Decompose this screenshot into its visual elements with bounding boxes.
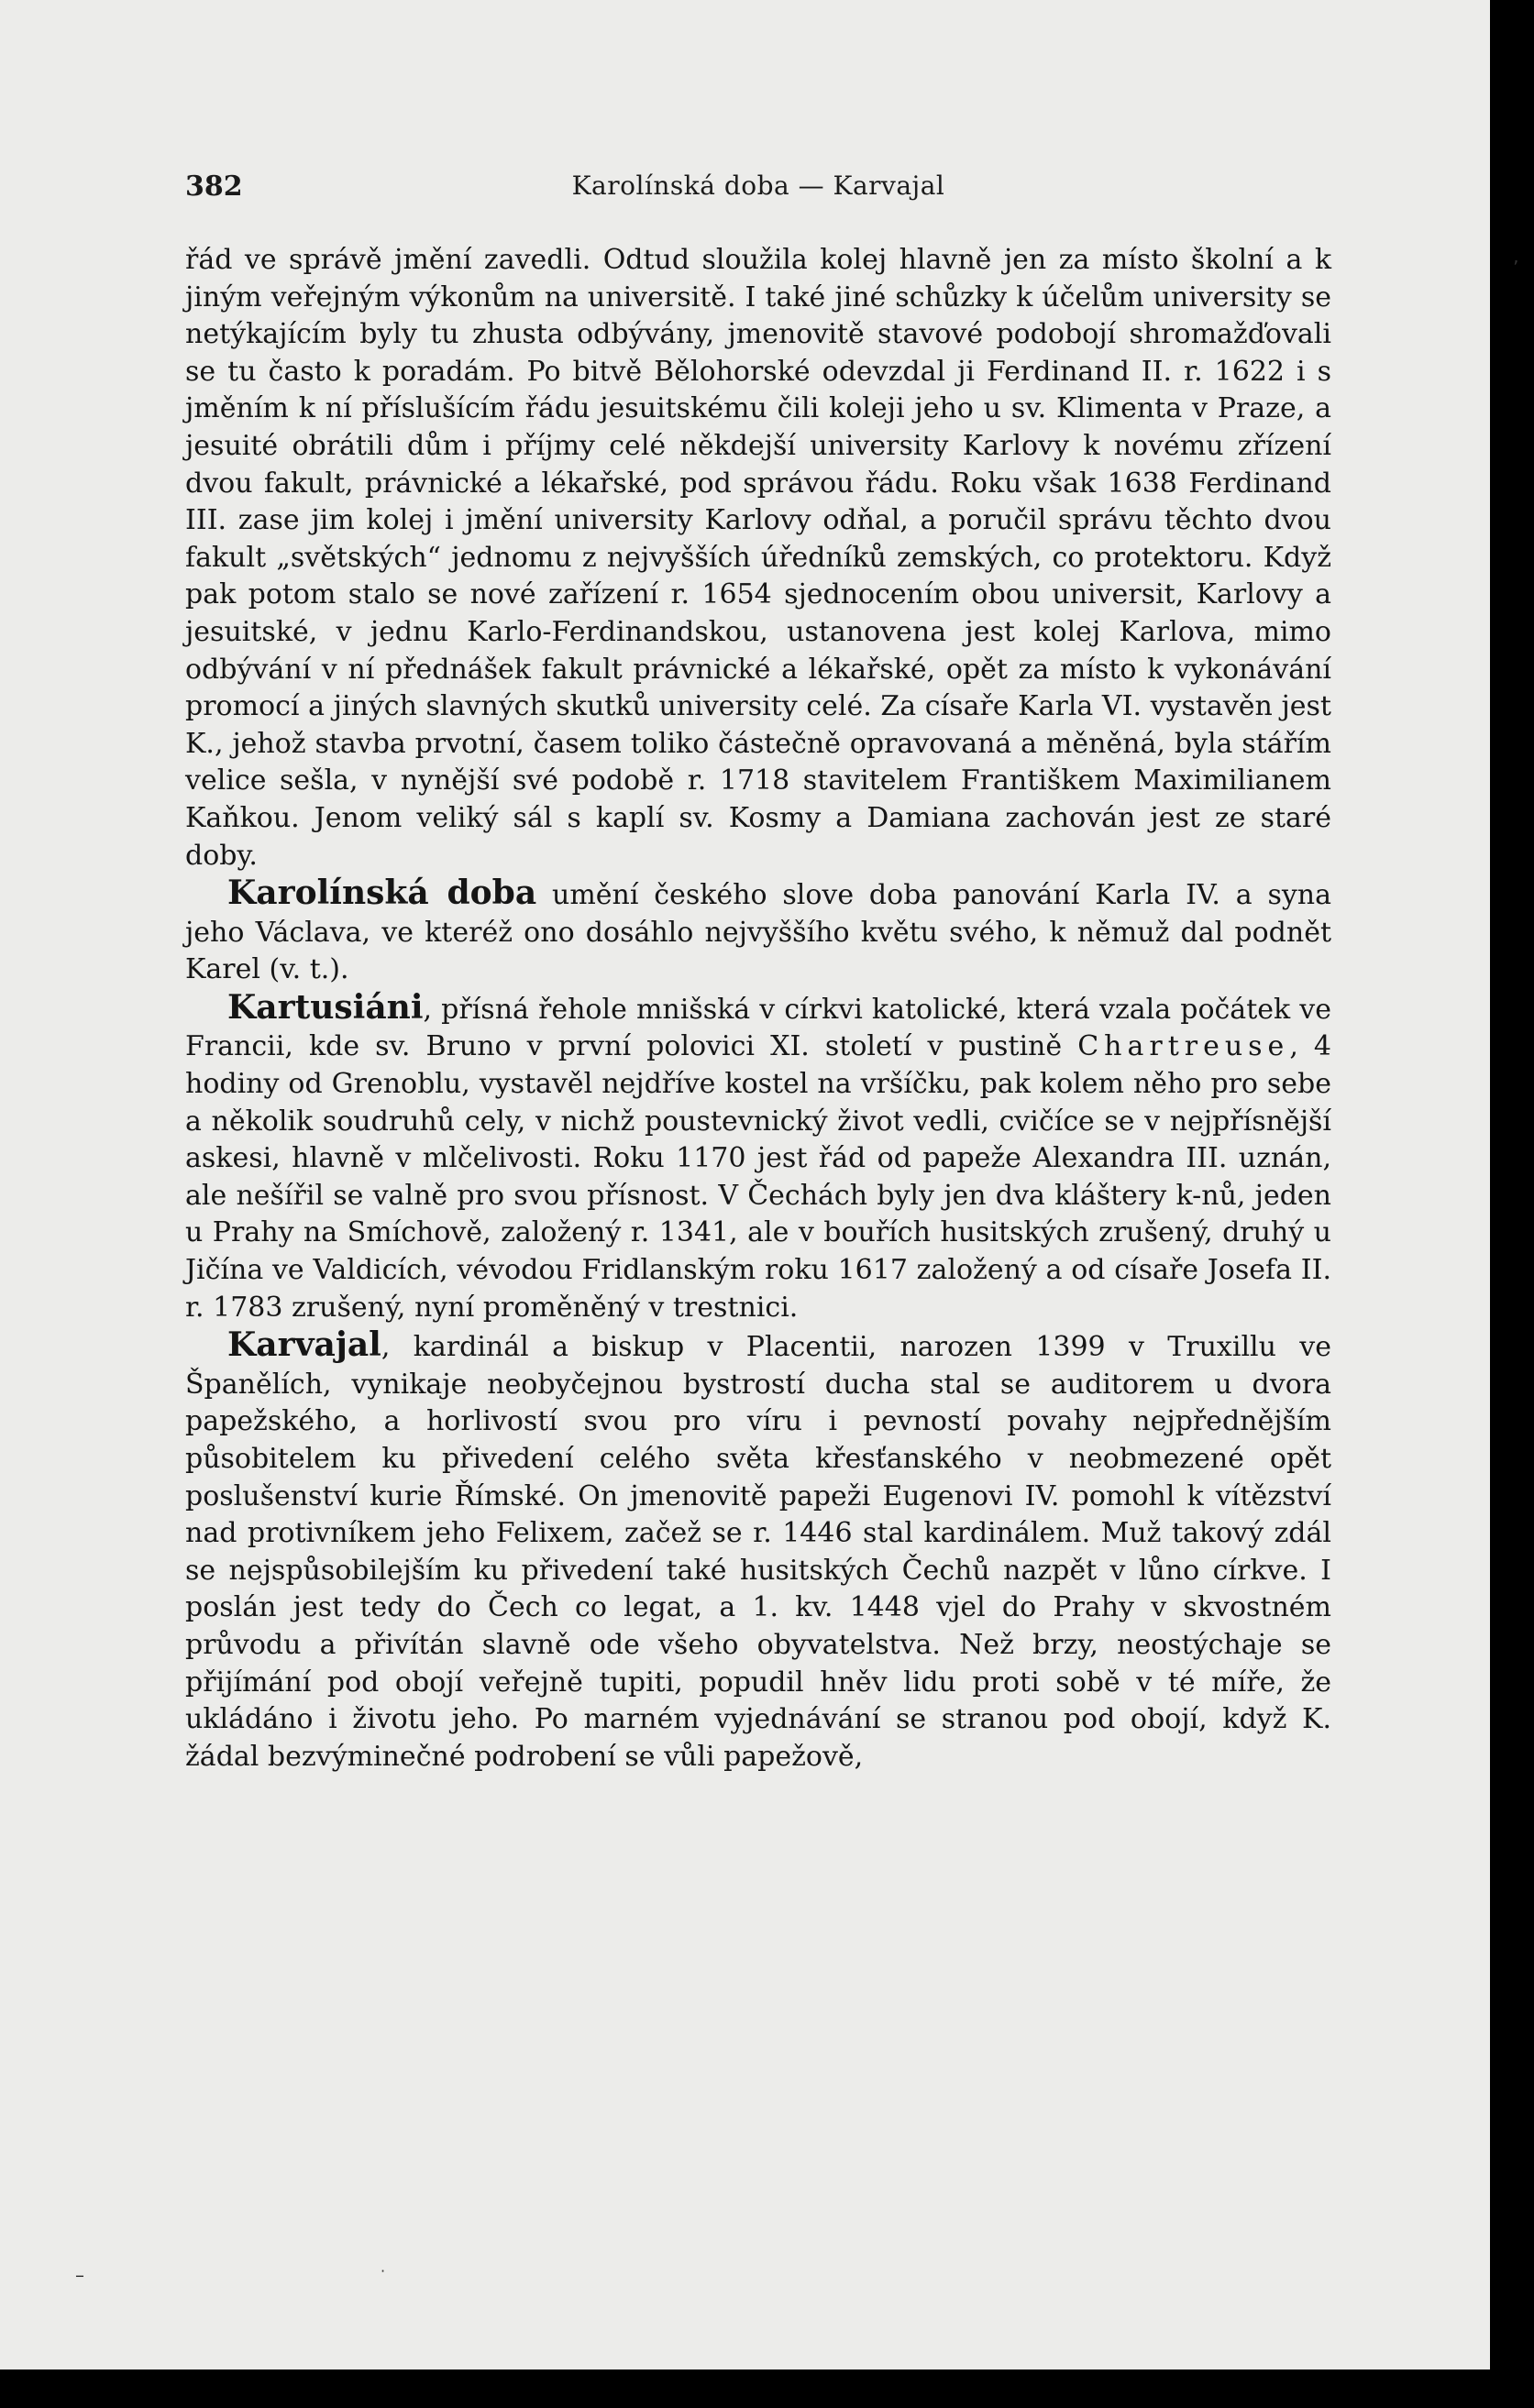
page-header: [185, 170, 1331, 207]
scan-artifact: –: [75, 2264, 84, 2286]
entry-karvajal: [185, 1326, 1331, 1776]
spaced-term: Chartreuse: [1077, 1030, 1290, 1063]
page-number: 382: [185, 170, 243, 203]
running-head: Karolínská doba — Karvajal: [571, 170, 945, 201]
scan-artifact: ·: [381, 2262, 386, 2280]
entry-kartusiani: [185, 989, 1331, 1326]
entry-text: umění českého slove doba panování Karla IV. a syna jeho Václava, ve kteréž ono dosáhlo nejvyššího květu svého, k němuž dal podnět Karel (v. t.).: [185, 879, 1331, 986]
entry-text: , 4 hodiny od Grenoblu, vystavěl nejdříve kostel na vršíčku, pak kolem něho pro sebe a několik soudruhů cely, v nichž poustevnický život vedli, cvičíce se v nejpřísnější askesi, hlavně v mlčelivosti. Roku 1170 jest řád od papeže Alexandra III. uznán, ale nešířil se valně pro svou přísnost. V Čechách byly jen dva kláštery k-nů, jeden u Prahy na Smíchově, založený r. 1341, ale v bouřích husitských zrušený, druhý u Jičína ve Valdicích, vévodou Fridlanským roku 1617 založený a od císaře Josefa II. r. 1783 zrušený, nyní proměněný v trestnici.: [185, 1030, 1331, 1324]
scan-artifact: ’: [1513, 257, 1519, 279]
paragraph-intro: řád ve správě jmění zavedli. Odtud sloužila kolej hlavně jen za místo školní a k jiným veřejným výkonům na universitě. I také jiné schůzky k účelům university se netýkajícím byly tu zhusta odbývány, jmenovitě stavové podobojí shromažďovali se tu často k poradám. Po bitvě Bělohorské odevzdal ji Ferdinand II. r. 1622 i s jměním k ní příslušícím řádu jesuitskému čili koleji jeho u sv. Klimenta v Praze, a jesuité obrátili dům i příjmy celé někdejší university Karlovy k novému zřízení dvou fakult, právnické a lékařské, pod správou řádu. Roku však 1638 Ferdinand III. zase jim kolej i jmění university Karlovy odňal, a poručil správu těchto dvou fakult „světských“ jednomu z nejvyšších úředníků zemských, co protektoru. Když pak potom stalo se nové zařízení r. 1654 sjednocením obou universit, Karlovy a jesuitské, v jednu Karlo-Ferdinandskou, ustanovena jest kolej Karlova, mimo odbývání v ní přednášek fakult právnické a lékařské, opět za místo k vykonávání promocí a jiných slavných skutků university celé. Za císaře Karla VI. vystavěn jest K., jehož stavba prvotní, časem toliko částečně opravovaná a měněná, byla stářím velice sešla, v nynější své podobě r. 1718 stavitelem Františkem Maximilianem Kaňkou. Jenom veliký sál s kaplí sv. Kosmy a Damiana zachován jest ze staré doby.: [185, 244, 1331, 872]
entry-karolinska-doba: [185, 874, 1331, 989]
entry-text: , přísná řehole mnišská v církvi katolické, která vzala počátek ve Francii, kde sv. Bruno v první polovici XI. století v pustině: [185, 993, 1331, 1063]
headword-karolinska-doba: Karolínská doba: [227, 874, 537, 913]
headword-kartusiani: Kartusiáni: [227, 987, 424, 1027]
body-text: [185, 242, 1331, 1776]
entry-text: , kardinál a biskup v Placentii, narozen 1399 v Truxillu ve Španělích, vynikaje neobyčejnou bystrostí ducha stal se auditorem u dvora papežského, a horlivostí svou pro víru i pevností povahy nejpřednějším působitelem ku přivedení celého světa křesťanského v neobmezené opět poslušenství kurie Římské. On jmenovitě papeži Eugenovi IV. pomohl k vítězství nad protivníkem jeho Felixem, začež se r. 1446 stal kardinálem. Muž takový zdál se nejspůsobilejším ku přivedení také husitských Čechů nazpět v lůno církve. I poslán jest tedy do Čech co legat, a 1. kv. 1448 vjel do Prahy v skvostném průvodu a přivítán slavně ode všeho obyvatelstva. Než brzy, neostýchaje se přijímání pod obojí veřejně tupiti, popudil hněv lidu proti sobě v té míře, že ukládáno i životu jeho. Po marném vyjednávání se stranou pod obojí, když K. žádal bezvýminečné podrobení se vůli papežově,: [185, 1331, 1331, 1773]
headword-karvajal: Karvajal: [227, 1325, 381, 1365]
